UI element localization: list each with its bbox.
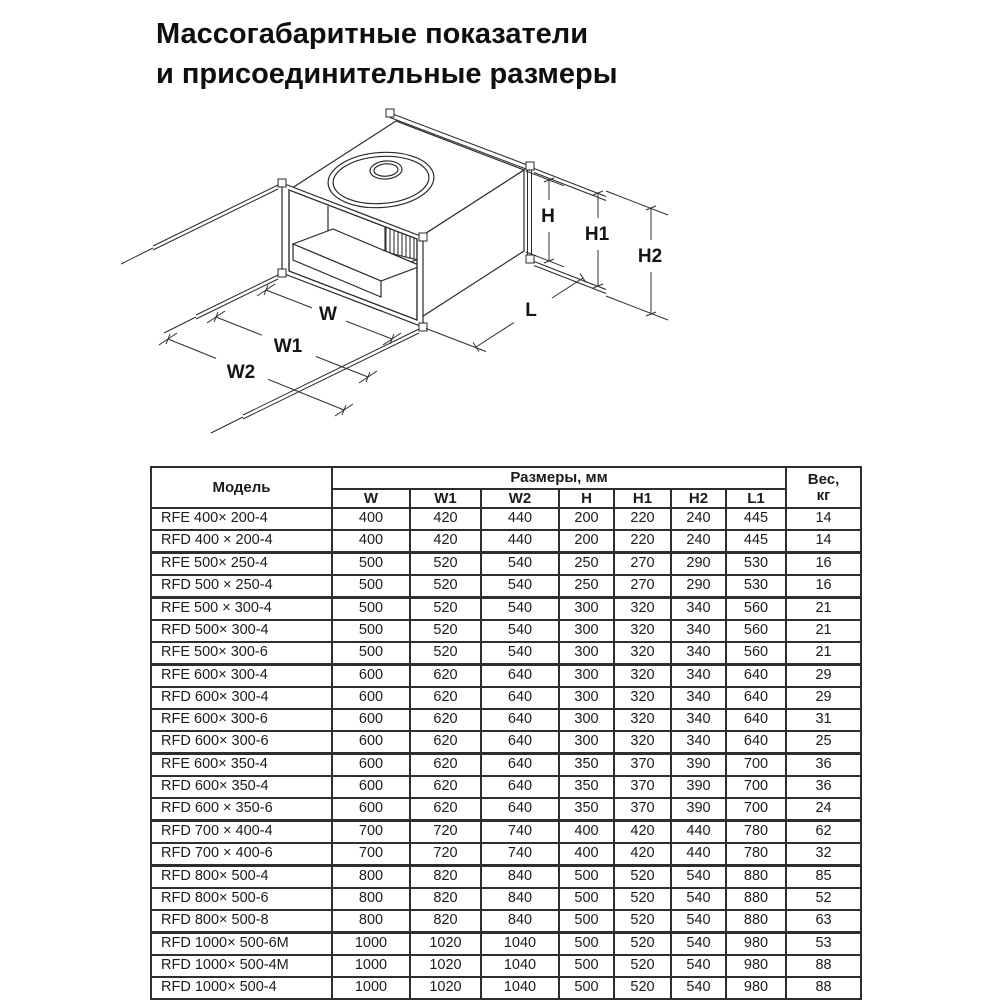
value-cell: 520 bbox=[614, 910, 671, 933]
value-cell: 560 bbox=[726, 598, 786, 621]
header-col-h: H bbox=[559, 489, 614, 508]
value-cell: 500 bbox=[332, 553, 410, 576]
value-cell: 820 bbox=[410, 910, 481, 933]
table-row bbox=[151, 977, 861, 999]
table-row bbox=[151, 731, 861, 754]
page-title-line1: Массогабаритные показатели bbox=[156, 18, 589, 50]
value-cell: 1020 bbox=[410, 977, 481, 999]
model-cell: RFD 800× 500-6 bbox=[151, 888, 332, 910]
value-cell: 350 bbox=[559, 798, 614, 821]
value-cell: 500 bbox=[559, 910, 614, 933]
value-cell: 21 bbox=[786, 598, 861, 621]
value-cell: 340 bbox=[671, 620, 726, 642]
value-cell: 530 bbox=[726, 553, 786, 576]
value-cell: 500 bbox=[332, 598, 410, 621]
value-cell: 270 bbox=[614, 553, 671, 576]
value-cell: 500 bbox=[332, 620, 410, 642]
value-cell: 780 bbox=[726, 843, 786, 866]
value-cell: 700 bbox=[726, 798, 786, 821]
header-col-h1: H1 bbox=[614, 489, 671, 508]
value-cell: 980 bbox=[726, 933, 786, 956]
model-cell: RFD 1000× 500-4 bbox=[151, 977, 332, 999]
value-cell: 88 bbox=[786, 955, 861, 977]
value-cell: 640 bbox=[481, 731, 559, 754]
value-cell: 740 bbox=[481, 821, 559, 844]
value-cell: 29 bbox=[786, 687, 861, 709]
table-row bbox=[151, 709, 861, 731]
model-cell: RFD 800× 500-8 bbox=[151, 910, 332, 933]
value-cell: 520 bbox=[614, 866, 671, 889]
value-cell: 880 bbox=[726, 888, 786, 910]
value-cell: 445 bbox=[726, 508, 786, 530]
table-row bbox=[151, 665, 861, 688]
value-cell: 300 bbox=[559, 620, 614, 642]
dim-w2-line bbox=[168, 339, 344, 410]
label-h2: H2 bbox=[637, 246, 663, 267]
value-cell: 500 bbox=[559, 888, 614, 910]
value-cell: 780 bbox=[726, 821, 786, 844]
table-row bbox=[151, 530, 861, 553]
value-cell: 32 bbox=[786, 843, 861, 866]
value-cell: 600 bbox=[332, 754, 410, 777]
value-cell: 500 bbox=[559, 933, 614, 956]
model-cell: RFD 400 × 200-4 bbox=[151, 530, 332, 553]
value-cell: 700 bbox=[332, 821, 410, 844]
value-cell: 560 bbox=[726, 620, 786, 642]
header-col-l1: L1 bbox=[726, 489, 786, 508]
value-cell: 220 bbox=[614, 508, 671, 530]
label-w2: W2 bbox=[226, 362, 256, 383]
model-cell: RFD 600× 300-4 bbox=[151, 687, 332, 709]
value-cell: 63 bbox=[786, 910, 861, 933]
value-cell: 14 bbox=[786, 530, 861, 553]
model-cell: RFD 600× 300-6 bbox=[151, 731, 332, 754]
value-cell: 530 bbox=[726, 575, 786, 598]
dimensions-table bbox=[150, 466, 862, 1000]
table-row bbox=[151, 866, 861, 889]
value-cell: 620 bbox=[410, 776, 481, 798]
header-sizes-group: Размеры, мм bbox=[332, 467, 786, 489]
value-cell: 340 bbox=[671, 642, 726, 665]
model-cell: RFE 600× 350-4 bbox=[151, 754, 332, 777]
table-row bbox=[151, 508, 861, 530]
value-cell: 620 bbox=[410, 754, 481, 777]
value-cell: 500 bbox=[332, 642, 410, 665]
model-cell: RFE 500× 250-4 bbox=[151, 553, 332, 576]
value-cell: 540 bbox=[671, 866, 726, 889]
fan-dimension-drawing bbox=[0, 0, 1000, 460]
table-row bbox=[151, 776, 861, 798]
value-cell: 52 bbox=[786, 888, 861, 910]
value-cell: 520 bbox=[410, 598, 481, 621]
value-cell: 36 bbox=[786, 776, 861, 798]
value-cell: 440 bbox=[671, 843, 726, 866]
value-cell: 640 bbox=[481, 665, 559, 688]
value-cell: 800 bbox=[332, 866, 410, 889]
value-cell: 520 bbox=[410, 575, 481, 598]
value-cell: 540 bbox=[671, 977, 726, 999]
value-cell: 420 bbox=[410, 508, 481, 530]
model-cell: RFD 1000× 500-6M bbox=[151, 933, 332, 956]
value-cell: 540 bbox=[671, 955, 726, 977]
value-cell: 540 bbox=[481, 642, 559, 665]
value-cell: 85 bbox=[786, 866, 861, 889]
value-cell: 250 bbox=[559, 575, 614, 598]
value-cell: 420 bbox=[410, 530, 481, 553]
model-cell: RFE 500 × 300-4 bbox=[151, 598, 332, 621]
value-cell: 640 bbox=[726, 731, 786, 754]
value-cell: 620 bbox=[410, 731, 481, 754]
value-cell: 340 bbox=[671, 709, 726, 731]
value-cell: 320 bbox=[614, 620, 671, 642]
value-cell: 200 bbox=[559, 508, 614, 530]
value-cell: 250 bbox=[559, 553, 614, 576]
value-cell: 300 bbox=[559, 709, 614, 731]
value-cell: 31 bbox=[786, 709, 861, 731]
flange-corner bbox=[526, 255, 534, 263]
value-cell: 520 bbox=[410, 553, 481, 576]
value-cell: 440 bbox=[481, 530, 559, 553]
value-cell: 1040 bbox=[481, 955, 559, 977]
value-cell: 540 bbox=[481, 553, 559, 576]
value-cell: 290 bbox=[671, 553, 726, 576]
value-cell: 640 bbox=[481, 754, 559, 777]
table-row bbox=[151, 553, 861, 576]
value-cell: 53 bbox=[786, 933, 861, 956]
value-cell: 16 bbox=[786, 553, 861, 576]
value-cell: 400 bbox=[332, 508, 410, 530]
label-w1: W1 bbox=[273, 336, 303, 357]
value-cell: 390 bbox=[671, 798, 726, 821]
value-cell: 300 bbox=[559, 665, 614, 688]
value-cell: 300 bbox=[559, 731, 614, 754]
table-row bbox=[151, 642, 861, 665]
table-row bbox=[151, 955, 861, 977]
table-row bbox=[151, 910, 861, 933]
page-title-line2: и присоединительные размеры bbox=[156, 58, 618, 90]
value-cell: 620 bbox=[410, 665, 481, 688]
value-cell: 980 bbox=[726, 955, 786, 977]
flange-corner bbox=[386, 109, 394, 117]
value-cell: 640 bbox=[481, 776, 559, 798]
value-cell: 290 bbox=[671, 575, 726, 598]
value-cell: 640 bbox=[481, 687, 559, 709]
value-cell: 25 bbox=[786, 731, 861, 754]
value-cell: 640 bbox=[726, 687, 786, 709]
value-cell: 440 bbox=[481, 508, 559, 530]
value-cell: 320 bbox=[614, 687, 671, 709]
value-cell: 540 bbox=[671, 933, 726, 956]
table-row bbox=[151, 888, 861, 910]
value-cell: 1020 bbox=[410, 933, 481, 956]
header-weight bbox=[786, 467, 861, 508]
value-cell: 300 bbox=[559, 642, 614, 665]
value-cell: 340 bbox=[671, 598, 726, 621]
value-cell: 1000 bbox=[332, 933, 410, 956]
model-cell: RFD 1000× 500-4M bbox=[151, 955, 332, 977]
value-cell: 620 bbox=[410, 687, 481, 709]
value-cell: 340 bbox=[671, 731, 726, 754]
value-cell: 600 bbox=[332, 731, 410, 754]
value-cell: 560 bbox=[726, 642, 786, 665]
value-cell: 840 bbox=[481, 910, 559, 933]
label-h1: H1 bbox=[584, 224, 610, 245]
value-cell: 520 bbox=[614, 933, 671, 956]
value-cell: 720 bbox=[410, 821, 481, 844]
model-cell: RFE 500× 300-6 bbox=[151, 642, 332, 665]
model-cell: RFD 700 × 400-6 bbox=[151, 843, 332, 866]
value-cell: 520 bbox=[410, 642, 481, 665]
value-cell: 14 bbox=[786, 508, 861, 530]
value-cell: 370 bbox=[614, 754, 671, 777]
header-weight-line1: Вес, bbox=[807, 470, 840, 488]
header-col-w2: W2 bbox=[481, 489, 559, 508]
value-cell: 500 bbox=[559, 866, 614, 889]
value-cell: 320 bbox=[614, 642, 671, 665]
table-row bbox=[151, 821, 861, 844]
table-body bbox=[151, 508, 861, 999]
model-cell: RFD 700 × 400-4 bbox=[151, 821, 332, 844]
flange-corner bbox=[526, 162, 534, 170]
table-row bbox=[151, 687, 861, 709]
value-cell: 400 bbox=[332, 530, 410, 553]
value-cell: 600 bbox=[332, 687, 410, 709]
value-cell: 520 bbox=[614, 977, 671, 999]
value-cell: 420 bbox=[614, 843, 671, 866]
header-col-h2: H2 bbox=[671, 489, 726, 508]
header-col-w: W bbox=[332, 489, 410, 508]
value-cell: 520 bbox=[614, 955, 671, 977]
table-row bbox=[151, 620, 861, 642]
value-cell: 21 bbox=[786, 642, 861, 665]
model-cell: RFD 800× 500-4 bbox=[151, 866, 332, 889]
value-cell: 500 bbox=[559, 977, 614, 999]
value-cell: 88 bbox=[786, 977, 861, 999]
value-cell: 270 bbox=[614, 575, 671, 598]
value-cell: 540 bbox=[671, 910, 726, 933]
value-cell: 800 bbox=[332, 888, 410, 910]
value-cell: 29 bbox=[786, 665, 861, 688]
table-row bbox=[151, 598, 861, 621]
value-cell: 240 bbox=[671, 508, 726, 530]
value-cell: 340 bbox=[671, 687, 726, 709]
value-cell: 1040 bbox=[481, 933, 559, 956]
value-cell: 540 bbox=[481, 598, 559, 621]
value-cell: 24 bbox=[786, 798, 861, 821]
label-w: W bbox=[319, 304, 337, 325]
value-cell: 21 bbox=[786, 620, 861, 642]
value-cell: 36 bbox=[786, 754, 861, 777]
value-cell: 620 bbox=[410, 709, 481, 731]
value-cell: 420 bbox=[614, 821, 671, 844]
table-row bbox=[151, 843, 861, 866]
table-row bbox=[151, 754, 861, 777]
model-cell: RFE 400× 200-4 bbox=[151, 508, 332, 530]
value-cell: 600 bbox=[332, 665, 410, 688]
value-cell: 350 bbox=[559, 776, 614, 798]
value-cell: 720 bbox=[410, 843, 481, 866]
value-cell: 200 bbox=[559, 530, 614, 553]
value-cell: 740 bbox=[481, 843, 559, 866]
value-cell: 16 bbox=[786, 575, 861, 598]
header-weight-line2: кг bbox=[816, 486, 831, 504]
value-cell: 500 bbox=[332, 575, 410, 598]
label-l: L bbox=[525, 300, 537, 321]
model-cell: RFE 600× 300-6 bbox=[151, 709, 332, 731]
value-cell: 640 bbox=[726, 709, 786, 731]
value-cell: 220 bbox=[614, 530, 671, 553]
value-cell: 320 bbox=[614, 731, 671, 754]
value-cell: 400 bbox=[559, 843, 614, 866]
value-cell: 840 bbox=[481, 866, 559, 889]
model-cell: RFD 500 × 250-4 bbox=[151, 575, 332, 598]
value-cell: 880 bbox=[726, 866, 786, 889]
value-cell: 980 bbox=[726, 977, 786, 999]
value-cell: 240 bbox=[671, 530, 726, 553]
value-cell: 390 bbox=[671, 776, 726, 798]
value-cell: 520 bbox=[410, 620, 481, 642]
value-cell: 1000 bbox=[332, 977, 410, 999]
value-cell: 300 bbox=[559, 687, 614, 709]
value-cell: 640 bbox=[481, 798, 559, 821]
table-row bbox=[151, 933, 861, 956]
value-cell: 800 bbox=[332, 910, 410, 933]
table-header bbox=[151, 467, 861, 508]
value-cell: 840 bbox=[481, 888, 559, 910]
value-cell: 445 bbox=[726, 530, 786, 553]
value-cell: 600 bbox=[332, 798, 410, 821]
value-cell: 350 bbox=[559, 754, 614, 777]
value-cell: 400 bbox=[559, 821, 614, 844]
value-cell: 600 bbox=[332, 776, 410, 798]
table-row bbox=[151, 798, 861, 821]
value-cell: 700 bbox=[726, 754, 786, 777]
value-cell: 640 bbox=[726, 665, 786, 688]
model-cell: RFE 600× 300-4 bbox=[151, 665, 332, 688]
value-cell: 700 bbox=[726, 776, 786, 798]
value-cell: 640 bbox=[481, 709, 559, 731]
value-cell: 820 bbox=[410, 866, 481, 889]
value-cell: 320 bbox=[614, 665, 671, 688]
value-cell: 540 bbox=[481, 620, 559, 642]
value-cell: 300 bbox=[559, 598, 614, 621]
header-model: Модель bbox=[151, 467, 332, 508]
value-cell: 370 bbox=[614, 776, 671, 798]
model-cell: RFD 600 × 350-6 bbox=[151, 798, 332, 821]
value-cell: 820 bbox=[410, 888, 481, 910]
value-cell: 500 bbox=[559, 955, 614, 977]
value-cell: 540 bbox=[671, 888, 726, 910]
table-row bbox=[151, 575, 861, 598]
value-cell: 620 bbox=[410, 798, 481, 821]
value-cell: 880 bbox=[726, 910, 786, 933]
value-cell: 320 bbox=[614, 709, 671, 731]
value-cell: 440 bbox=[671, 821, 726, 844]
header-col-w1: W1 bbox=[410, 489, 481, 508]
value-cell: 700 bbox=[332, 843, 410, 866]
value-cell: 520 bbox=[614, 888, 671, 910]
model-cell: RFD 600× 350-4 bbox=[151, 776, 332, 798]
value-cell: 540 bbox=[481, 575, 559, 598]
value-cell: 340 bbox=[671, 665, 726, 688]
value-cell: 1020 bbox=[410, 955, 481, 977]
value-cell: 600 bbox=[332, 709, 410, 731]
value-cell: 320 bbox=[614, 598, 671, 621]
value-cell: 1000 bbox=[332, 955, 410, 977]
model-cell: RFD 500× 300-4 bbox=[151, 620, 332, 642]
value-cell: 370 bbox=[614, 798, 671, 821]
value-cell: 62 bbox=[786, 821, 861, 844]
value-cell: 1040 bbox=[481, 977, 559, 999]
value-cell: 390 bbox=[671, 754, 726, 777]
label-h: H bbox=[541, 206, 555, 227]
